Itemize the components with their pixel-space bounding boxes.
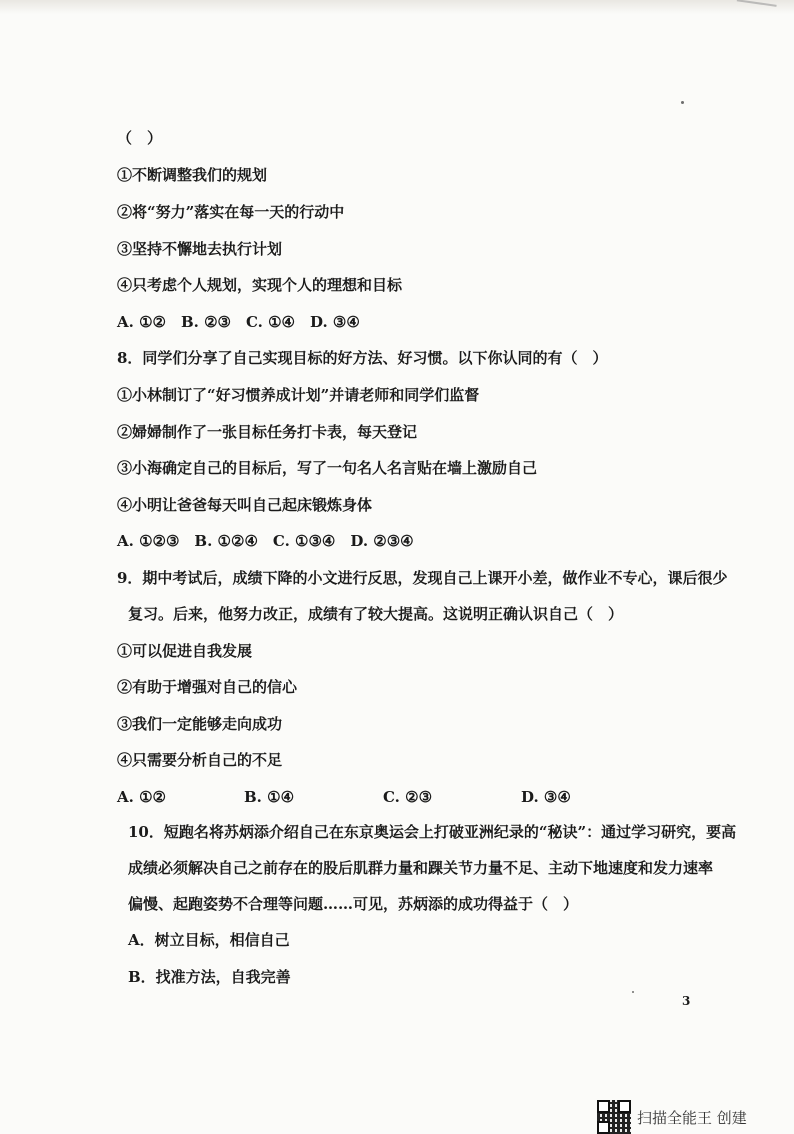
scan-speck [632, 991, 634, 993]
q9-choice-a: A. ①② [117, 788, 166, 806]
q8-statement-2: ②婦婦制作了一张目标任务打卡表，每天登记 [117, 423, 418, 441]
q10-option-b: B．找准方法，自我完善 [128, 968, 291, 986]
q9-choice-c: C. ②③ [383, 788, 433, 806]
q10-stem-line-2: 成绩必须解决自己之前存在的股后肌群力量和踝关节力量不足、主动下地速度和发力速率 [128, 859, 714, 877]
q7-statement-4: ④只考虑个人规划，实现个人的理想和目标 [117, 276, 403, 294]
q8-statement-4: ④小明让爸爸每天叫自己起床锻炼身体 [117, 496, 373, 514]
q9-stem-line-2: 复习。后来，他努力改正，成绩有了较大提高。这说明正确认识自己（ ） [128, 605, 624, 623]
q9-statement-3: ③我们一定能够走向成功 [117, 715, 283, 733]
qr-code-icon [597, 1100, 631, 1134]
q8-stem: 8．同学们分享了自己实现目标的好方法、好习惯。以下你认同的有（ ） [117, 349, 608, 367]
q9-choice-b: B. ①④ [244, 788, 295, 806]
q8-statement-3: ③小海确定自己的目标后，写了一句名人名言贴在墙上激励自己 [117, 459, 538, 477]
q9-stem-line-1: 9．期中考试后，成绩下降的小文进行反思，发现自己上课开小差，做作业不专心，课后很少 [117, 569, 728, 587]
q9-choice-d: D. ③④ [521, 788, 571, 806]
q9-statement-4: ④只需要分析自己的不足 [117, 751, 283, 769]
scan-edge-shadow [0, 0, 794, 14]
scan-speck [681, 101, 684, 104]
q9-statement-1: ①可以促进自我发展 [117, 642, 253, 660]
q8-choices: A. ①②③ B. ①②④ C. ①③④ D. ②③④ [117, 532, 414, 550]
q10-option-a: A．树立目标，相信自己 [128, 931, 290, 949]
watermark-text: 扫描全能王 创建 [637, 1108, 747, 1127]
page-number: 3 [682, 994, 691, 1008]
scanner-watermark [597, 1100, 747, 1134]
q9-statement-2: ②有助于增强对自己的信心 [117, 678, 298, 696]
q7-statement-2: ②将“努力”落实在每一天的行动中 [117, 203, 345, 221]
q10-stem-line-3: 偏慢、起跑姿势不合理等问题……可见，苏炳添的成功得益于（ ） [128, 895, 579, 913]
q10-stem-line-1: 10．短跑名将苏炳添介绍自己在东京奥运会上打破亚洲纪录的“秘诀”：通过学习研究，要高 [128, 823, 737, 841]
q7-stem-tail: （ ） [117, 129, 163, 147]
q8-statement-1: ①小林制订了“好习惯养成计划”并请老师和同学们监督 [117, 386, 480, 404]
q7-choices: A. ①② B. ②③ C. ①④ D. ③④ [117, 313, 360, 331]
q7-statement-1: ①不断调整我们的规划 [117, 166, 268, 184]
q7-statement-3: ③坚持不懈地去执行计划 [117, 240, 283, 258]
